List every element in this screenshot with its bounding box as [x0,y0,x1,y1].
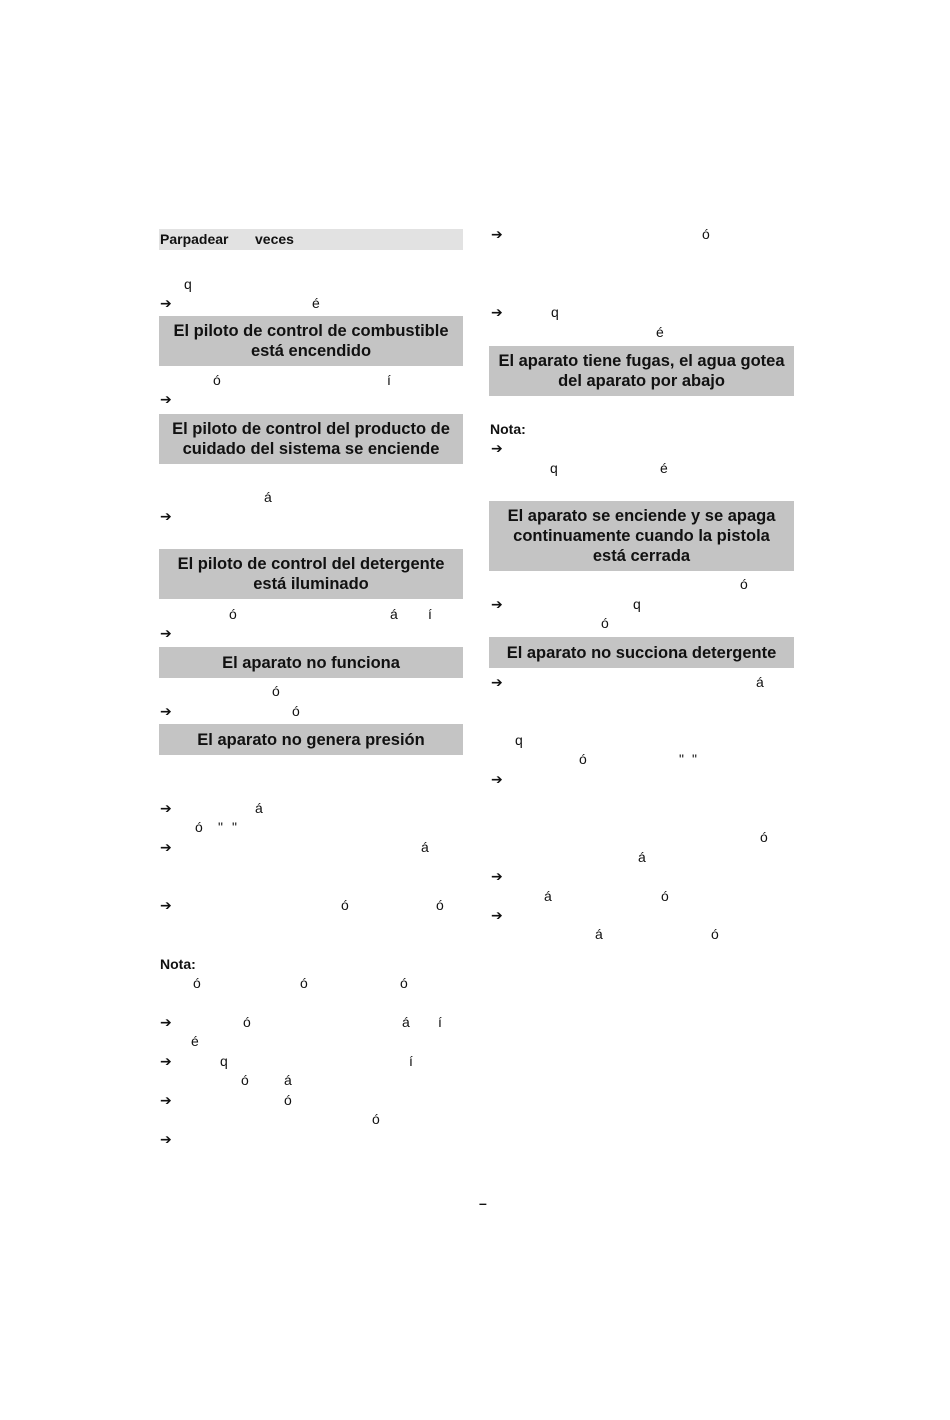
char-fragment: ó [601,615,609,631]
char-fragment: ó [300,975,308,991]
char-fragment: á [402,1014,410,1030]
section-heading [489,346,794,396]
char-fragment: ó [213,372,221,388]
bar-word-1: Parpadear [160,231,229,247]
note-label: Nota: [160,956,196,972]
char-fragment: ó [760,829,768,845]
char-fragment: á [284,1072,292,1088]
arrow-icon: ➔ [160,703,172,719]
section-heading [159,549,463,599]
arrow-icon: ➔ [160,897,172,913]
arrow-icon: ➔ [491,771,503,787]
heading-line: El aparato se enciende y se apaga [507,507,776,525]
section-heading [489,501,794,571]
section-heading [159,316,463,366]
arrow-icon: ➔ [160,1131,172,1147]
char-fragment: ó [711,926,719,942]
arrow-icon: ➔ [160,1053,172,1069]
char-fragment: " [679,751,684,767]
arrow-icon: ➔ [160,625,172,641]
char-fragment: é [191,1033,199,1049]
arrow-icon: ➔ [491,226,503,242]
heading-line: El aparato no succiona detergente [506,643,777,662]
arrow-icon: ➔ [160,1092,172,1108]
arrow-icon: ➔ [491,907,503,923]
arrow-icon: ➔ [160,391,172,407]
arrow-icon: ➔ [160,295,172,311]
heading-line: El aparato no genera presión [197,730,425,749]
char-fragment: ó [292,703,300,719]
section-heading [159,724,463,755]
heading-line: El piloto de control del producto de [172,420,450,438]
char-fragment: í [387,372,391,388]
arrow-icon: ➔ [160,839,172,855]
char-fragment: í [438,1014,442,1030]
arrow-icon: ➔ [160,1014,172,1030]
char-fragment: ó [702,226,710,242]
section-heading [159,647,463,678]
heading-line: El piloto de control de combustible [173,322,449,340]
heading-line: El aparato tiene fugas, el agua gotea [498,352,785,370]
char-fragment: ó [193,975,201,991]
char-fragment: " [232,819,237,835]
char-fragment: q [633,596,641,612]
arrow-icon: ➔ [491,440,503,456]
heading-line: está iluminado [253,575,369,593]
char-fragment: á [595,926,603,942]
arrow-icon: ➔ [491,868,503,884]
char-fragment: ó [272,683,280,699]
char-fragment: q [550,460,558,476]
heading-line: continuamente cuando la pistola [513,527,770,545]
arrow-icon: ➔ [160,508,172,524]
char-fragment: ó [229,606,237,622]
char-fragment: í [428,606,432,622]
section-heading [489,637,794,668]
char-fragment: á [638,849,646,865]
char-fragment: ó [400,975,408,991]
char-fragment: á [390,606,398,622]
char-fragment: ó [243,1014,251,1030]
char-fragment: ó [740,576,748,592]
heading-line: El aparato no funciona [222,653,400,672]
arrow-icon: ➔ [491,596,503,612]
char-fragment: q [220,1053,228,1069]
char-fragment: é [660,460,668,476]
heading-line: cuidado del sistema se enciende [182,440,440,458]
char-fragment: ó [372,1111,380,1127]
arrow-icon: ➔ [491,304,503,320]
char-fragment: é [656,324,664,340]
char-fragment: q [184,276,192,292]
char-fragment: " [218,819,223,835]
char-fragment: é [312,295,320,311]
heading-line: está cerrada [592,547,691,565]
heading-line: El piloto de control del detergente [177,555,445,573]
arrow-icon: ➔ [160,800,172,816]
heading-line: está encendido [250,342,372,360]
char-fragment: á [421,839,429,855]
char-fragment: q [515,732,523,748]
section-heading [159,414,463,464]
char-fragment: ó [436,897,444,913]
char-fragment: í [409,1053,413,1069]
page-footer-mark: – [479,1195,487,1211]
bar-word-2: veces [255,231,294,247]
arrow-icon: ➔ [491,674,503,690]
char-fragment: á [756,674,764,690]
char-fragment: ó [579,751,587,767]
char-fragment: ó [341,897,349,913]
char-fragment: ó [195,819,203,835]
char-fragment: á [255,800,263,816]
heading-line: del aparato por abajo [558,372,725,390]
char-fragment: q [551,304,559,320]
char-fragment: ó [284,1092,292,1108]
char-fragment: á [544,888,552,904]
char-fragment: ó [241,1072,249,1088]
char-fragment: á [264,489,272,505]
char-fragment: ó [661,888,669,904]
note-label: Nota: [490,421,526,437]
char-fragment: " [692,751,697,767]
